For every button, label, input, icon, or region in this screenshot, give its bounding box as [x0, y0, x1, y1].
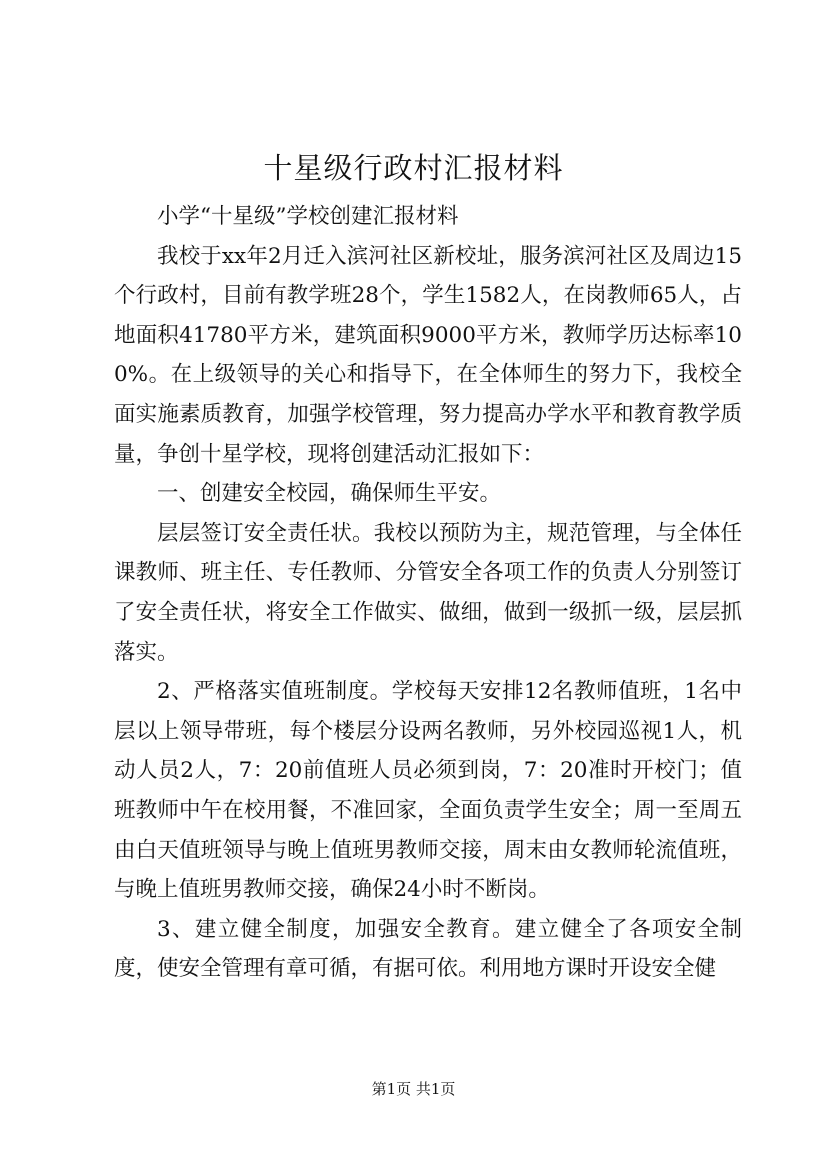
section-heading-paragraph: 一、创建安全校园，确保师生平安。 — [157, 481, 502, 507]
document-body — [114, 197, 742, 989]
page-footer: 第1页 共1页 — [371, 1080, 456, 1098]
document-title: 十星级行政村汇报材料 — [263, 151, 564, 185]
safety-education-paragraph: 3、建立健全制度，加强安全教育。建立健全了各项安全制度，使安全管理有章可循，有据可依。利用地方课时开设安全健 — [114, 916, 742, 982]
duty-system-paragraph: 2、严格落实值班制度。学校每天安排12名教师值班，1名中层以上领导带班，每个楼层分设两名教师，另外校园巡视1人，机动人员2人，7：20前值班人员必须到岗，7：20准时开校门；值班教师中午在校用餐，不准回家，全面负责学生安全；周一至周五由白天值班领导与晚上值班男教师交接，周末由女教师轮流值班，与晚上值班男教师交接，确保24小时不断岗。 — [114, 679, 742, 903]
intro-paragraph: 我校于xx年2月迁入滨河社区新校址，服务滨河社区及周边15个行政村，目前有教学班28个，学生1582人，在岗教师65人，占地面积41780平方米，建筑面积9000平方米，教师学历达标率100%。在上级领导的关心和指导下，在全体师生的努力下，我校全面实施素质教育，加强学校管理，努力提高办学水平和教育教学质量，争创十星学校，现将创建活动汇报如下： — [114, 243, 742, 467]
responsibility-paragraph: 层层签订安全责任状。我校以预防为主，规范管理，与全体任课教师、班主任、专任教师、分管安全各项工作的负责人分别签订了安全责任状，将安全工作做实、做细，做到一级抓一级，层层抓落实。 — [114, 520, 742, 665]
subtitle-paragraph: 小学“十星级”学校创建汇报材料 — [157, 204, 459, 229]
